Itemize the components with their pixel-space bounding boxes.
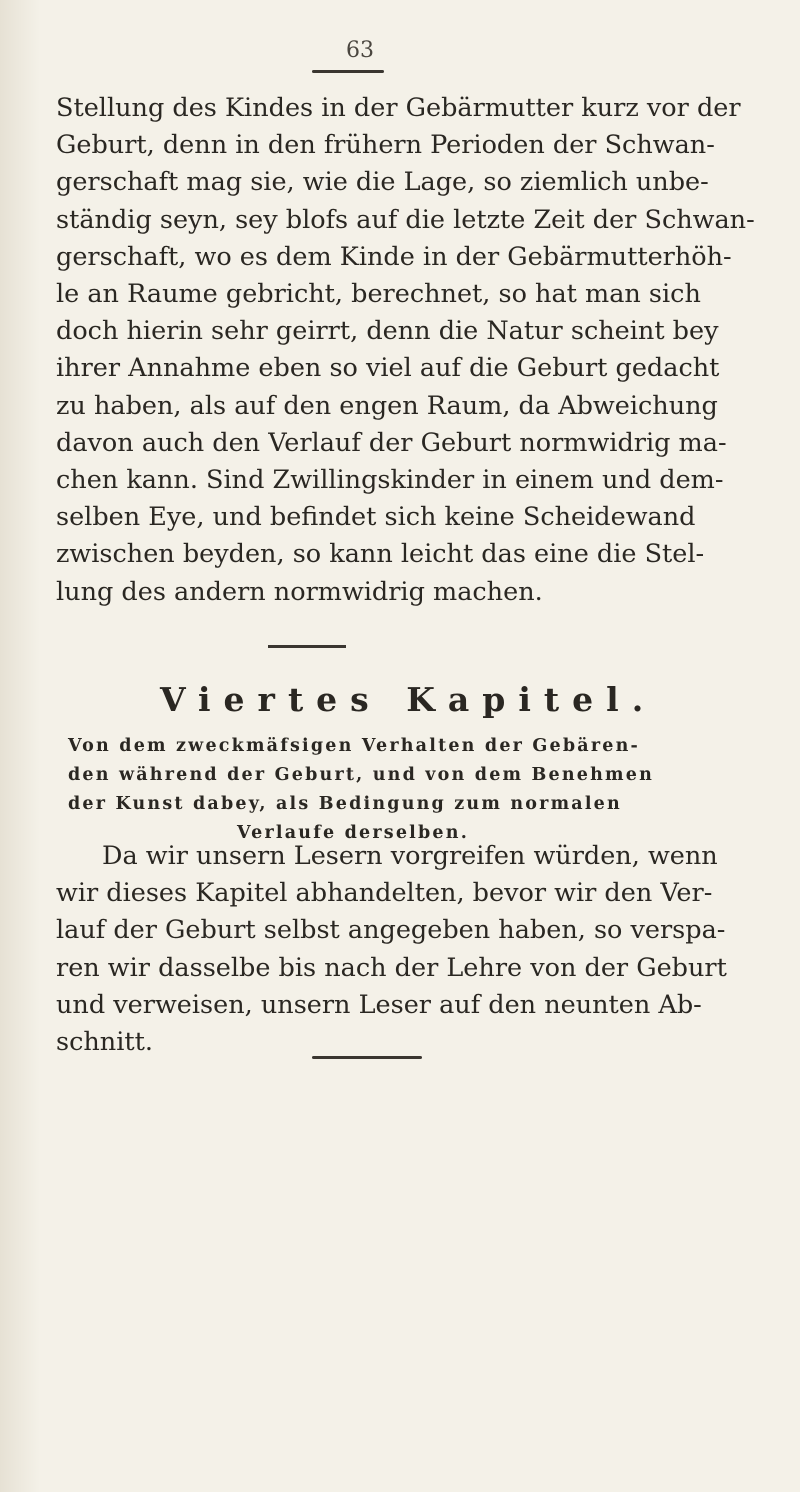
page-gutter-shadow bbox=[0, 0, 40, 1492]
text-line: Stellung des Kindes in der Gebärmutter kurz vor der bbox=[56, 93, 741, 123]
text-line: wir dieses Kapitel abhandelten, bevor wir den Ver- bbox=[56, 878, 713, 909]
subtitle-line: Von dem zweckmäfsigen Verhalten der Gebären- bbox=[68, 736, 640, 756]
text-line: Da wir unsern Lesern vorgreifen würden, wenn bbox=[102, 841, 718, 871]
chapter-title: Viertes Kapitel. bbox=[160, 680, 657, 719]
section-rule bbox=[268, 645, 346, 648]
text-line: und verweisen, unsern Leser auf den neunten Ab- bbox=[56, 989, 702, 1020]
text-line: ständig seyn, sey blofs auf die letzte Zeit der Schwan- bbox=[56, 204, 755, 235]
text-line: schnitt. bbox=[56, 1027, 153, 1058]
text-line: lauf der Geburt selbst angegeben haben, so verspa- bbox=[56, 915, 726, 946]
subtitle-line: den während der Geburt, und von dem Benehmen bbox=[68, 765, 655, 785]
chapter-paragraph bbox=[56, 838, 727, 1061]
text-line: chen kann. Sind Zwillingskinder in einem und dem- bbox=[56, 465, 724, 496]
text-line: Geburt, denn in den frühern Perioden der Schwan- bbox=[56, 130, 715, 161]
text-line: gerschaft mag sie, wie die Lage, so ziemlich unbe- bbox=[56, 167, 709, 198]
text-line: lung des andern normwidrig machen. bbox=[56, 576, 543, 607]
subtitle-line: der Kunst dabey, als Bedingung zum normalen bbox=[68, 794, 622, 814]
text-line: gerschaft, wo es dem Kinde in der Gebärmutterhöh- bbox=[56, 241, 732, 272]
text-line: ren wir dasselbe bis nach der Lehre von der Geburt bbox=[56, 952, 727, 983]
text-line: davon auch den Verlauf der Geburt normwidrig ma- bbox=[56, 427, 727, 458]
text-line: selben Eye, und befindet sich keine Scheidewand bbox=[56, 502, 696, 533]
text-line: zu haben, als auf den engen Raum, da Abweichung bbox=[56, 390, 718, 421]
end-rule bbox=[312, 1056, 422, 1059]
paragraph-continuation bbox=[56, 90, 755, 611]
text-line: ihrer Annahme eben so viel auf die Geburt gedacht bbox=[56, 353, 720, 384]
page-number: 63 bbox=[346, 38, 374, 63]
subtitle-line: Verlaufe derselben. bbox=[236, 823, 469, 843]
text-line: zwischen beyden, so kann leicht das eine die Stel- bbox=[56, 539, 705, 570]
text-line: le an Raume gebricht, berechnet, so hat man sich bbox=[56, 279, 701, 310]
chapter-subtitle bbox=[68, 732, 698, 848]
text-line: doch hierin sehr geirrt, denn die Natur scheint bey bbox=[56, 316, 719, 347]
header-rule bbox=[312, 70, 384, 73]
